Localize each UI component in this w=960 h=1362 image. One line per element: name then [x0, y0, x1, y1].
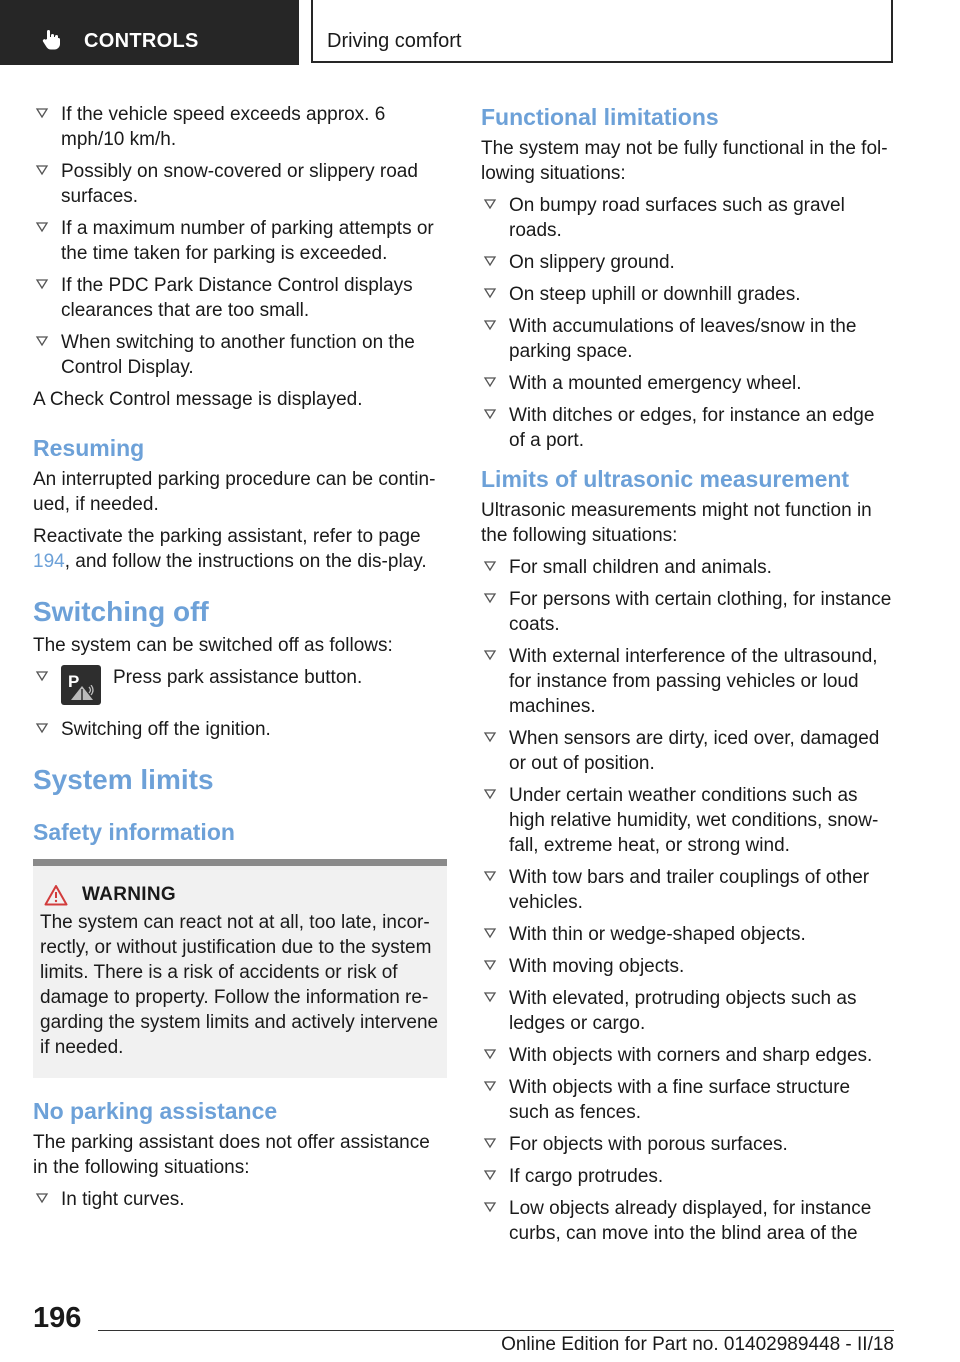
switch-off-list	[33, 665, 447, 742]
chapter-header	[311, 0, 893, 63]
list-item: With external interference of the ultrasound, for instance from passing vehicles or loud machines.	[481, 644, 895, 719]
list-item: On steep uphill or downhill grades.	[481, 282, 895, 307]
bullet-triangle-icon	[483, 375, 497, 389]
bullet-triangle-icon	[35, 1191, 49, 1205]
section-tab	[0, 0, 299, 65]
functional-limitations-heading: Functional limitations	[481, 104, 719, 130]
bullet-triangle-icon	[483, 958, 497, 972]
bullet-triangle-icon	[483, 990, 497, 1004]
list-item: With a mounted emergency wheel.	[481, 371, 895, 396]
bullet-triangle-icon	[483, 1200, 497, 1214]
list-item: For persons with certain clothing, for instance coats.	[481, 587, 895, 637]
list-item: For objects with porous surfaces.	[481, 1132, 895, 1157]
list-item: When sensors are dirty, iced over, damaged or out of position.	[481, 726, 895, 776]
bullet-triangle-icon	[483, 407, 497, 421]
edition-text: Online Edition for Part no. 01402989448 - II/18	[501, 1334, 894, 1355]
bullet-triangle-icon	[483, 591, 497, 605]
list-item: Possibly on snow-covered or slippery road surfaces.	[33, 159, 447, 209]
footer-divider	[98, 1330, 894, 1331]
list-item: With accumulations of leaves/snow in the parking space.	[481, 314, 895, 364]
warning-box	[33, 859, 447, 1078]
warning-title: WARNING	[82, 884, 176, 905]
bullet-triangle-icon	[35, 669, 49, 683]
resuming-text: An interrupted parking procedure can be contin‐ued, if needed.	[33, 469, 436, 515]
page-reference-link[interactable]: 194	[33, 551, 65, 572]
list-item: On bumpy road surfaces such as gravel roads.	[481, 193, 895, 243]
switching-off-heading: Switching off	[33, 596, 209, 627]
bullet-triangle-icon	[35, 334, 49, 348]
chapter-title: Driving comfort	[327, 30, 462, 52]
speed-limit-list	[33, 102, 447, 380]
warning-triangle-icon	[44, 884, 68, 906]
list-item: With objects with corners and sharp edges.	[481, 1043, 895, 1068]
list-item: If the PDC Park Distance Control displays clearances that are too small.	[33, 273, 447, 323]
ultrasonic-list	[481, 555, 895, 1246]
bullet-triangle-icon	[483, 559, 497, 573]
list-item: With tow bars and trailer couplings of other vehicles.	[481, 865, 895, 915]
park-assist-button-icon: P	[61, 665, 101, 705]
list-item: In tight curves.	[33, 1187, 447, 1212]
no-parking-list	[33, 1187, 447, 1212]
bullet-triangle-icon	[483, 730, 497, 744]
bullet-triangle-icon	[35, 277, 49, 291]
bullet-triangle-icon	[483, 1168, 497, 1182]
press-button-text: Press park assistance button.	[113, 667, 363, 688]
no-parking-assistance-heading: No parking assistance	[33, 1098, 278, 1124]
bullet-triangle-icon	[483, 787, 497, 801]
list-item: Switching off the ignition.	[33, 717, 447, 742]
resuming-heading: Resuming	[33, 435, 145, 461]
functional-intro: The system may not be fully functional in the fol‐lowing situations:	[481, 138, 888, 184]
bullet-triangle-icon	[35, 220, 49, 234]
no-parking-intro: The parking assistant does not offer assistance in the following situations:	[33, 1132, 430, 1178]
list-item: If a maximum number of parking attempts or the time taken for parking is exceeded.	[33, 216, 447, 266]
list-item	[33, 665, 447, 705]
system-limits-heading: System limits	[33, 764, 214, 795]
list-item: For small children and animals.	[481, 555, 895, 580]
bullet-triangle-icon	[35, 163, 49, 177]
list-item: If the vehicle speed exceeds approx. 6 mph/10 km/h.	[33, 102, 447, 152]
ultrasonic-intro: Ultrasonic measurements might not function in the following situations:	[481, 500, 872, 546]
ultrasonic-limits-heading: Limits of ultrasonic measurement	[481, 466, 850, 492]
list-item: Under certain weather conditions such as high relative humidity, wet conditions, snow‐fall, extreme heat, or strong wind.	[481, 783, 895, 858]
reactivate-text: Reactivate the parking assistant, refer to page 194, and follow the instructions on the dis‐play.	[33, 526, 427, 572]
bullet-triangle-icon	[483, 926, 497, 940]
check-control-text: A Check Control message is displayed.	[33, 389, 363, 410]
bullet-triangle-icon	[483, 197, 497, 211]
list-item: If cargo protrudes.	[481, 1164, 895, 1189]
right-column	[481, 102, 895, 1253]
warning-text: The system can react not at all, too late, incor‐rectly, or without justification due to the system limits. There is a risk of accidents or risk of damage to property. Follow the information re‐garding the system limits and actively intervene if needed.	[40, 912, 439, 1058]
bullet-triangle-icon	[483, 1047, 497, 1061]
bullet-triangle-icon	[483, 1079, 497, 1093]
list-item: When switching to another function on the Control Display.	[33, 330, 447, 380]
switching-off-intro: The system can be switched off as follows:	[33, 635, 393, 656]
functional-list	[481, 193, 895, 453]
bullet-triangle-icon	[483, 318, 497, 332]
list-item: With objects with a fine surface structure such as fences.	[481, 1075, 895, 1125]
bullet-triangle-icon	[35, 106, 49, 120]
list-item: On slippery ground.	[481, 250, 895, 275]
page-number: 196	[33, 1302, 82, 1334]
bullet-triangle-icon	[483, 869, 497, 883]
section-label: CONTROLS	[84, 30, 199, 52]
bullet-triangle-icon	[483, 1136, 497, 1150]
safety-information-heading: Safety information	[33, 819, 235, 845]
list-item: Low objects already displayed, for instance curbs, can move into the blind area of the	[481, 1196, 895, 1246]
bullet-triangle-icon	[483, 254, 497, 268]
bullet-triangle-icon	[483, 286, 497, 300]
list-item: With elevated, protruding objects such as ledges or cargo.	[481, 986, 895, 1036]
pointing-hand-icon	[40, 28, 64, 52]
list-item: With thin or wedge-shaped objects.	[481, 922, 895, 947]
list-item: With moving objects.	[481, 954, 895, 979]
bullet-triangle-icon	[35, 721, 49, 735]
bullet-triangle-icon	[483, 648, 497, 662]
list-item: With ditches or edges, for instance an edge of a port.	[481, 403, 895, 453]
left-column	[33, 102, 447, 1219]
